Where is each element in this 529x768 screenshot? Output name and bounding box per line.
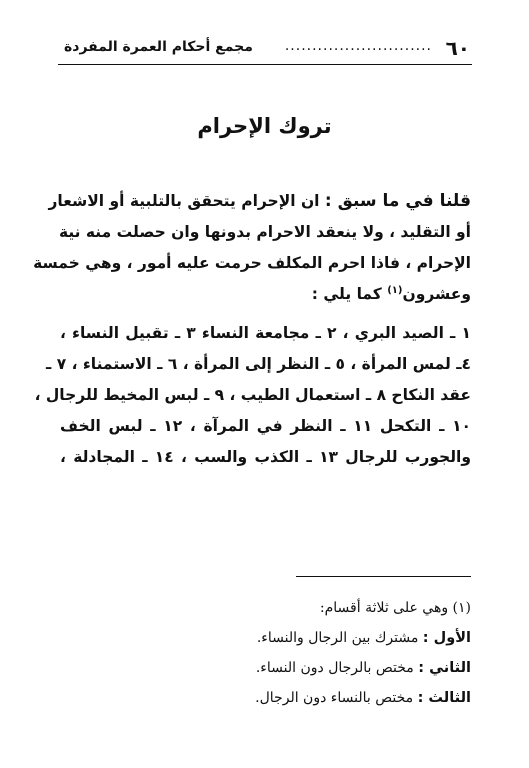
header-dot-leader: ........................... <box>284 38 432 54</box>
body-line <box>60 279 471 310</box>
footnote-rule <box>296 576 471 577</box>
lead-phrase: قلنا في ما سبق : <box>324 191 471 211</box>
footnote-item <box>60 684 471 714</box>
footnote-intro: (١) وهي على ثلاثة أقسام: <box>319 600 471 616</box>
footnote-item-label: الأول : <box>422 630 471 646</box>
chapter-heading: تروك الإحرام <box>197 114 332 138</box>
list-line: عقد النكاح ٨ ـ استعمال الطيب ، ٩ ـ لبس المخيط للرجال ، <box>34 386 471 404</box>
paragraph-gap <box>60 310 471 318</box>
footnotes <box>60 594 471 714</box>
header-rule <box>58 64 472 65</box>
footnote-reference: (١) <box>387 284 403 296</box>
body-line: الإحرام ، فاذا احرم المكلف حرمت عليه أمور ، وهي خمسة <box>33 254 471 272</box>
footnote-item-text: مختص بالنساء دون الرجال. <box>255 690 414 706</box>
body-line-text: وعشرون <box>402 285 471 303</box>
footnote-item <box>60 624 471 654</box>
body-line-text: ان الإحرام يتحقق بالتلبية أو الاشعار <box>48 192 320 210</box>
footnote-item-text: مشترك بين الرجال والنساء. <box>256 630 419 646</box>
list-line: ١ ـ الصيد البري ، ٢ ـ مجامعة النساء ٣ ـ تقبيل النساء ، <box>60 324 471 342</box>
footnote-item <box>60 654 471 684</box>
list-line: ٤ـ لمس المرأة ، ٥ ـ النظر إلى المرأة ، ٦ ـ الاستمناء ، ٧ ـ <box>46 355 471 373</box>
book-title: مجمع أحكام العمرة المفردة <box>64 39 253 55</box>
page-number: ٦٠ <box>445 36 470 60</box>
body-line-text: كما يلي : <box>311 285 382 303</box>
list-line: ١٠ ـ التكحل ١١ ـ النظر في المرآة ، ١٢ ـ لبس الخف <box>60 417 472 435</box>
footnote-item-label: الثالث : <box>417 690 471 706</box>
list-line: والجورب للرجال ١٣ ـ الكذب والسب ، ١٤ ـ المجادلة ، <box>60 448 471 466</box>
body-line: أو التقليد ، ولا ينعقد الاحرام بدونها وان حصلت منه نية <box>58 223 471 241</box>
body-line <box>48 186 471 217</box>
footnote-item-label: الثاني : <box>418 660 471 676</box>
body-text <box>33 186 472 473</box>
running-header <box>58 36 472 62</box>
footnote-item-text: مختص بالرجال دون النساء. <box>255 660 414 676</box>
